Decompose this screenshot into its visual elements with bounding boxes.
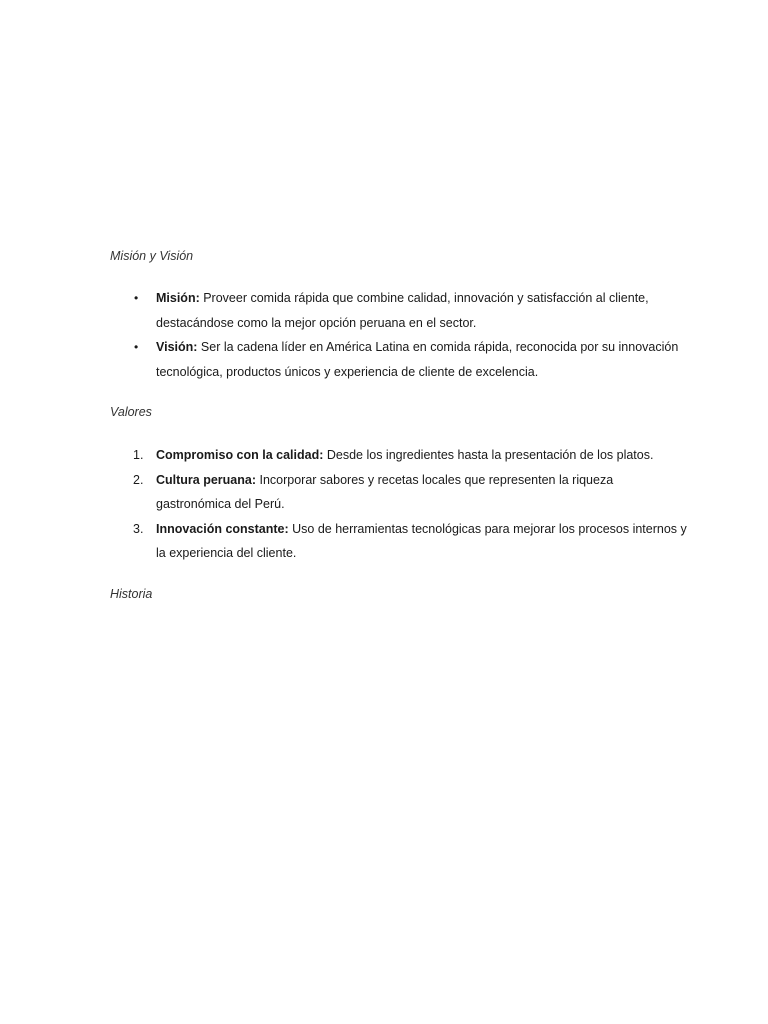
term-vision: Visión: bbox=[156, 340, 198, 354]
list-item-valor-2 bbox=[110, 468, 690, 517]
text-valor-3: Uso de herramientas tecnológicas para mejorar los procesos internos y la experiencia del cliente. bbox=[156, 521, 687, 560]
list-item-valor-1 bbox=[110, 443, 690, 468]
term-valor-1: Compromiso con la calidad: bbox=[156, 448, 324, 462]
text-vision: Ser la cadena líder en América Latina en comida rápida, reconocida por su innovación tecnológica, productos únicos y experiencia de cliente de excelencia. bbox=[156, 340, 679, 379]
text-mision: Proveer comida rápida que combine calidad, innovación y satisfacción al cliente, destacándose como la mejor opción peruana en el sector. bbox=[156, 291, 649, 330]
section-heading-mision-vision: Misión y Visión bbox=[110, 249, 194, 263]
term-valor-2: Cultura peruana: bbox=[156, 472, 257, 487]
number-marker: 2. bbox=[133, 472, 144, 487]
text-valor-2: Incorporar sabores y recetas locales que representen la riqueza gastronómica del Perú. bbox=[156, 472, 614, 511]
section-heading-valores: Valores bbox=[110, 405, 152, 419]
number-marker: 3. bbox=[133, 521, 144, 536]
list-item-mision bbox=[110, 286, 690, 335]
bullet-marker: • bbox=[134, 340, 139, 354]
text-valor-1: Desde los ingredientes hasta la presentación de los platos. bbox=[323, 448, 654, 462]
bullet-marker: • bbox=[134, 291, 139, 305]
term-mision: Misión: bbox=[156, 291, 200, 305]
list-item-vision bbox=[110, 335, 690, 384]
number-marker: 1. bbox=[133, 448, 144, 462]
mision-vision-list bbox=[110, 286, 690, 384]
valores-list bbox=[110, 443, 690, 566]
section-heading-historia: Historia bbox=[110, 587, 153, 601]
term-valor-3: Innovación constante: bbox=[156, 521, 289, 536]
list-item-valor-3 bbox=[110, 517, 690, 566]
